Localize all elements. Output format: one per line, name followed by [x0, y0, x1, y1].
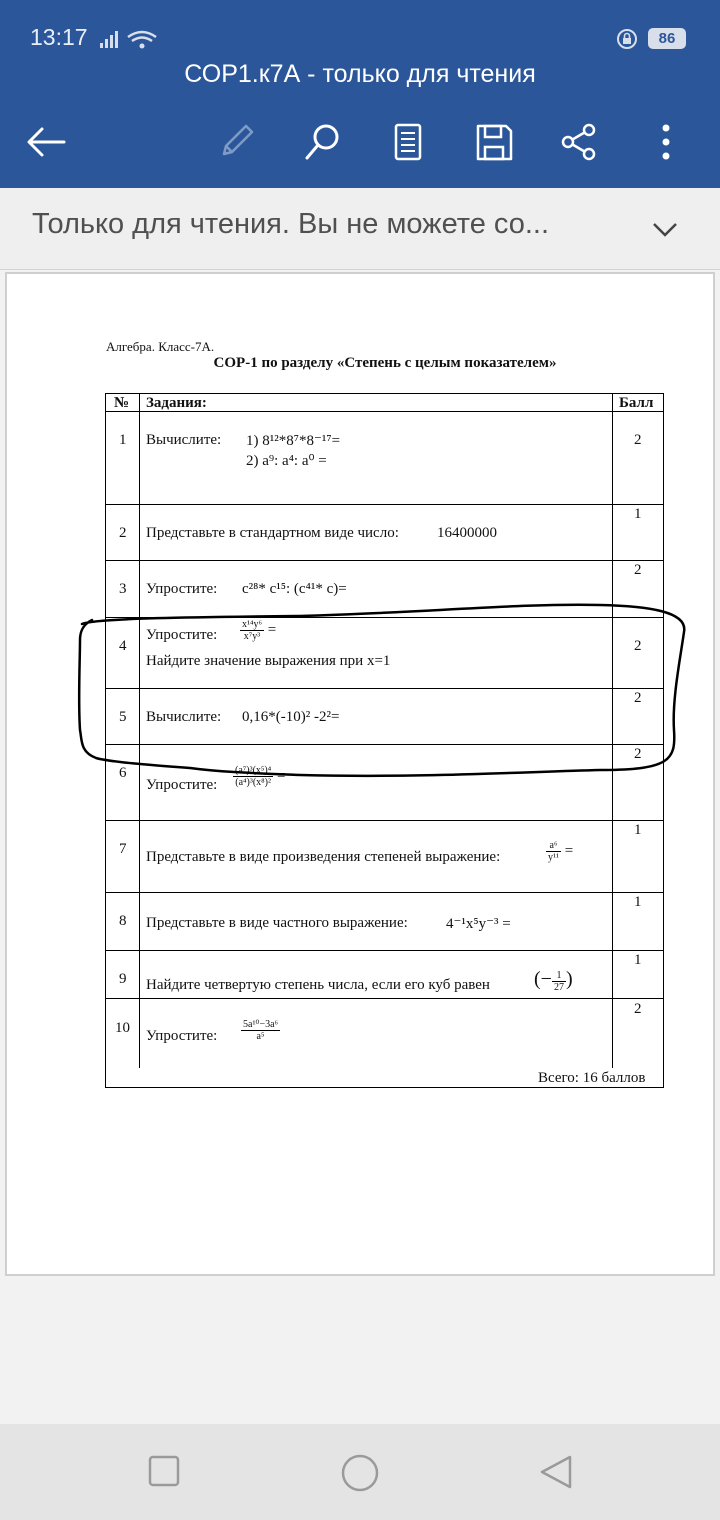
doc-heading: СОР-1 по разделу «Степень с целым показателем» — [213, 355, 557, 371]
status-time: 13:17 — [30, 24, 88, 50]
task-label: Найдите четвертую степень числа, если его куб равен — [146, 977, 490, 993]
task-subquestion: Найдите значение выражения при x=1 — [146, 653, 391, 669]
fraction-denominator: x⁷y³ — [243, 631, 261, 642]
fraction-denominator: (a⁴)³(x⁸)² — [235, 777, 271, 788]
task-label: Представьте в виде произведения степеней выражение: — [146, 849, 501, 865]
equals-sign: = — [267, 621, 277, 638]
task-label: Упростите: — [146, 627, 218, 643]
task-label: Упростите: — [146, 777, 218, 793]
task-label: Представьте в виде частного выражение: — [146, 915, 408, 931]
row-number: 9 — [119, 971, 127, 987]
home-button[interactable] — [340, 1453, 380, 1493]
fraction-denominator: 27 — [553, 982, 564, 994]
task-score: 1 — [634, 822, 642, 838]
task-score: 2 — [634, 746, 642, 762]
read-only-message: Только для чтения. Вы не можете со... — [32, 208, 550, 240]
fraction-numerator: x¹⁴y⁶ — [242, 619, 262, 630]
row-number: 8 — [119, 913, 127, 929]
task-score: 2 — [634, 638, 642, 654]
col-header-score: Балл — [619, 395, 654, 411]
back-nav-button[interactable] — [538, 1454, 574, 1490]
task-score: 2 — [634, 690, 642, 706]
battery-indicator: 86 — [648, 28, 686, 49]
total-score: Всего: 16 баллов — [538, 1070, 646, 1086]
task-expression: 4⁻¹x⁵y⁻³ = — [446, 916, 511, 932]
fraction-numerator: 1 — [552, 970, 566, 982]
doc-subheading: Алгебра. Класс-7А. — [106, 339, 215, 354]
row-number: 1 — [119, 432, 127, 448]
row-number: 5 — [119, 709, 127, 725]
recent-apps-button[interactable] — [148, 1455, 180, 1487]
task-label: Вычислите: — [146, 432, 222, 448]
task-expression: 2) a⁹: a⁴: a⁰ = — [246, 453, 327, 469]
equals-sign: = — [564, 842, 574, 859]
row-number: 3 — [119, 581, 127, 597]
col-header-task: Задания: — [146, 395, 207, 411]
row-number: 7 — [119, 841, 127, 857]
row-number: 6 — [119, 765, 127, 781]
open-paren: (− — [534, 968, 552, 990]
task-label: Представьте в стандартном виде число: — [146, 525, 399, 541]
task-expression: 0,16*(-10)² -2²= — [242, 709, 340, 725]
equals-sign: = — [276, 767, 286, 784]
task-score: 2 — [634, 1001, 642, 1017]
task-expression: 16400000 — [437, 525, 497, 541]
row-number: 2 — [119, 525, 127, 541]
task-score: 2 — [634, 432, 642, 448]
task-label: Упростите: — [146, 1028, 218, 1044]
fraction-numerator: a⁶ — [546, 840, 561, 852]
system-navigation-bar — [0, 1424, 720, 1520]
row-number: 10 — [115, 1020, 130, 1036]
fraction-numerator: (a⁷)³(x⁵)⁴ — [235, 765, 272, 776]
row-number: 4 — [119, 638, 127, 654]
fraction-denominator: y¹¹ — [548, 852, 559, 863]
task-expression: c²⁸* c¹⁵: (c⁴¹* c)= — [242, 581, 347, 597]
task-score: 1 — [634, 894, 642, 910]
close-paren: ) — [565, 968, 573, 990]
fraction-denominator: a⁵ — [256, 1031, 265, 1042]
task-label: Вычислите: — [146, 709, 222, 725]
task-label: Упростите: — [146, 581, 218, 597]
task-score: 1 — [634, 506, 642, 522]
col-header-number: № — [114, 395, 130, 411]
task-expression: 1) 8¹²*8⁷*8⁻¹⁷= — [246, 433, 341, 449]
task-score: 1 — [634, 952, 642, 968]
document-title: СОР1.к7А - только для чтения — [184, 60, 536, 88]
fraction-numerator: 5a¹⁰−3a⁶ — [243, 1019, 279, 1030]
task-score: 2 — [634, 562, 642, 578]
